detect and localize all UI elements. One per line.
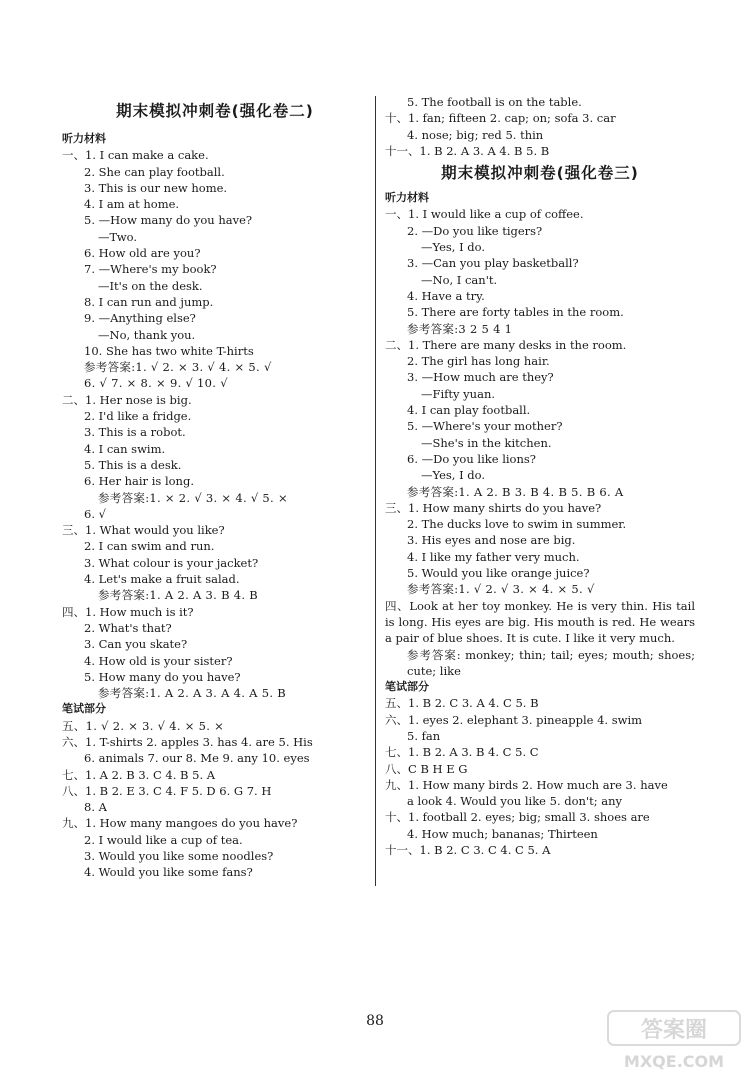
answer-line: 2. I'd like a fridge.: [84, 409, 192, 424]
answer-line: 四、1. How much is it?: [62, 604, 194, 619]
listening-answer-list: [385, 206, 695, 597]
written-header: 笔试部分: [62, 702, 106, 716]
answer-line: —Fifty yuan.: [421, 386, 496, 401]
answer-line: 4. nose; big; red 5. thin: [407, 127, 544, 142]
answer-line: 八、C B H E G: [385, 761, 468, 776]
answer-line: 五、1. B 2. C 3. A 4. C 5. B: [385, 696, 539, 711]
answer-line: 参考答案:1. A 2. A 3. A 4. A 5. B: [98, 686, 287, 701]
answer-line: 3. Can you skate?: [84, 637, 188, 652]
passage-answer: 参考答案: monkey; thin; tail; eyes; mouth; shoes; cute; like: [407, 647, 695, 678]
answer-line: 6. —Do you like lions?: [407, 451, 536, 466]
answer-line: 4. How much; bananas; Thirteen: [407, 826, 598, 841]
answer-line: 2. The ducks love to swim in summer.: [407, 517, 627, 532]
answer-line: 参考答案:1. √ 2. × 3. √ 4. × 5. √: [84, 360, 272, 375]
answer-line: 七、1. A 2. B 3. C 4. B 5. A: [62, 767, 216, 782]
answer-line: 九、1. How many birds 2. How much are 3. have: [385, 777, 668, 792]
answer-line: 5. Would you like orange juice?: [407, 566, 590, 581]
answer-line: 七、1. B 2. A 3. B 4. C 5. C: [385, 745, 539, 760]
written-answer-list: [62, 718, 368, 881]
answer-line: 六、1. T-shirts 2. apples 3. has 4. are 5. His: [62, 734, 313, 749]
watermark-url: MXQE.COM: [623, 1052, 725, 1071]
page-number: 88: [366, 1013, 384, 1029]
answer-line: 4. Let's make a fruit salad.: [84, 572, 240, 587]
answer-line: 10. She has two white T-hirts: [84, 343, 254, 358]
listening-answer-list: [62, 147, 368, 701]
answer-line: 3. —How much are they?: [407, 370, 554, 385]
answer-line: —Yes, I do.: [421, 468, 486, 483]
answer-line: 2. The girl has long hair.: [407, 354, 550, 369]
answer-line: 三、1. How many shirts do you have?: [385, 500, 602, 515]
column-divider: [375, 96, 376, 886]
answer-line: —No, I can't.: [421, 272, 498, 287]
answer-line: 5. How many do you have?: [84, 669, 241, 684]
answer-line: 3. What colour is your jacket?: [84, 555, 259, 570]
answer-line: 2. I can swim and run.: [84, 539, 215, 554]
answer-line: 六、1. eyes 2. elephant 3. pineapple 4. swim: [385, 712, 643, 727]
answer-line: 4. I like my father very much.: [407, 549, 580, 564]
answer-line: 6. Her hair is long.: [84, 474, 194, 489]
answer-line: a look 4. Would you like 5. don't; any: [407, 794, 623, 809]
answer-line: 2. —Do you like tigers?: [407, 223, 543, 238]
answer-line: 6. How old are you?: [84, 246, 201, 261]
answer-line: 2. She can play football.: [84, 164, 225, 179]
answer-line: 4. Have a try.: [407, 288, 485, 303]
answer-line: 8. I can run and jump.: [84, 294, 214, 309]
answer-line: 三、1. What would you like?: [62, 523, 225, 538]
answer-line: 4. I can swim.: [84, 441, 166, 456]
answer-line: —Yes, I do.: [421, 240, 486, 255]
answer-line: 参考答案:1. A 2. A 3. B 4. B: [98, 588, 259, 603]
answer-line: 3. His eyes and nose are big.: [407, 533, 576, 548]
continued-answer-list: [385, 94, 695, 159]
answer-line: 3. Would you like some noodles?: [84, 849, 274, 864]
answer-line: 参考答案:3 2 5 4 1: [407, 321, 513, 336]
written-answer-list: [385, 695, 695, 858]
answer-line: 4. I can play football.: [407, 403, 531, 418]
passage-text: 四、Look at her toy monkey. He is very thin. His tail is long. His eyes are big. His mouth is red. He wears a pair of blue shoes. It is cute. I like it very much.: [385, 598, 695, 646]
answer-line: 5. There are forty tables in the room.: [407, 305, 624, 320]
answer-line: 五、1. √ 2. × 3. √ 4. × 5. ×: [62, 718, 225, 733]
answer-line: 6. √: [84, 506, 106, 521]
answer-line: 十、1. fan; fifteen 2. cap; on; sofa 3. car: [385, 111, 616, 126]
answer-line: 八、1. B 2. E 3. C 4. F 5. D 6. G 7. H: [62, 783, 272, 798]
answer-line: 参考答案:1. × 2. √ 3. × 4. √ 5. ×: [98, 490, 288, 505]
listening-header: 听力材料: [62, 132, 106, 145]
answer-line: 一、1. I can make a cake.: [62, 148, 209, 163]
answer-line: 7. —Where's my book?: [84, 262, 217, 277]
answer-line: 2. I would like a cup of tea.: [84, 832, 243, 847]
answer-line: 二、1. There are many desks in the room.: [385, 337, 627, 352]
answer-line: 参考答案:1. A 2. B 3. B 4. B 5. B 6. A: [407, 484, 624, 499]
answer-line: 6. animals 7. our 8. Me 9. any 10. eyes: [84, 751, 310, 766]
answer-line: 8. A: [84, 800, 107, 815]
exam-title: 期末模拟冲刺卷(强化卷二): [116, 102, 314, 120]
answer-line: —She's in the kitchen.: [421, 435, 552, 450]
listening-header: 听力材料: [385, 191, 429, 205]
watermark-logo-text: 答案圈: [640, 1018, 708, 1043]
written-header: 笔试部分: [385, 680, 429, 694]
answer-line: 5. The football is on the table.: [407, 95, 582, 109]
answer-line: 5. This is a desk.: [84, 457, 182, 472]
answer-line: 参考答案:1. √ 2. √ 3. × 4. × 5. √: [407, 582, 595, 597]
answer-line: 3. —Can you play basketball?: [407, 256, 579, 271]
exam-title: 期末模拟冲刺卷(强化卷三): [441, 164, 639, 183]
answer-line: 十、1. football 2. eyes; big; small 3. shoes are: [385, 810, 650, 825]
answer-line: 4. How old is your sister?: [84, 653, 233, 668]
answer-line: 十一、1. B 2. C 3. C 4. C 5. A: [385, 843, 551, 858]
answer-line: —No, thank you.: [98, 327, 196, 342]
answer-line: —Two.: [98, 229, 137, 244]
right-column: [385, 0, 695, 858]
answer-line: 5. —How many do you have?: [84, 213, 253, 228]
watermark-logo: [604, 1005, 744, 1075]
answer-line: 3. This is a robot.: [84, 425, 186, 440]
answer-line: 一、1. I would like a cup of coffee.: [385, 207, 584, 222]
answer-line: 5. fan: [407, 728, 441, 743]
answer-line: 2. What's that?: [84, 620, 172, 635]
answer-line: 4. Would you like some fans?: [84, 865, 253, 880]
answer-line: 6. √ 7. × 8. × 9. √ 10. √: [84, 376, 228, 391]
answer-line: 9. —Anything else?: [84, 311, 196, 326]
answer-line: 3. This is our new home.: [84, 180, 228, 195]
answer-line: 4. I am at home.: [84, 197, 180, 212]
answer-line: 5. —Where's your mother?: [407, 419, 563, 434]
answer-line: 二、1. Her nose is big.: [62, 392, 192, 407]
answer-line: 九、1. How many mangoes do you have?: [62, 816, 298, 831]
answer-line: —It's on the desk.: [98, 278, 203, 293]
left-column: [62, 0, 368, 881]
answer-line: 十一、1. B 2. A 3. A 4. B 5. B: [385, 143, 550, 158]
